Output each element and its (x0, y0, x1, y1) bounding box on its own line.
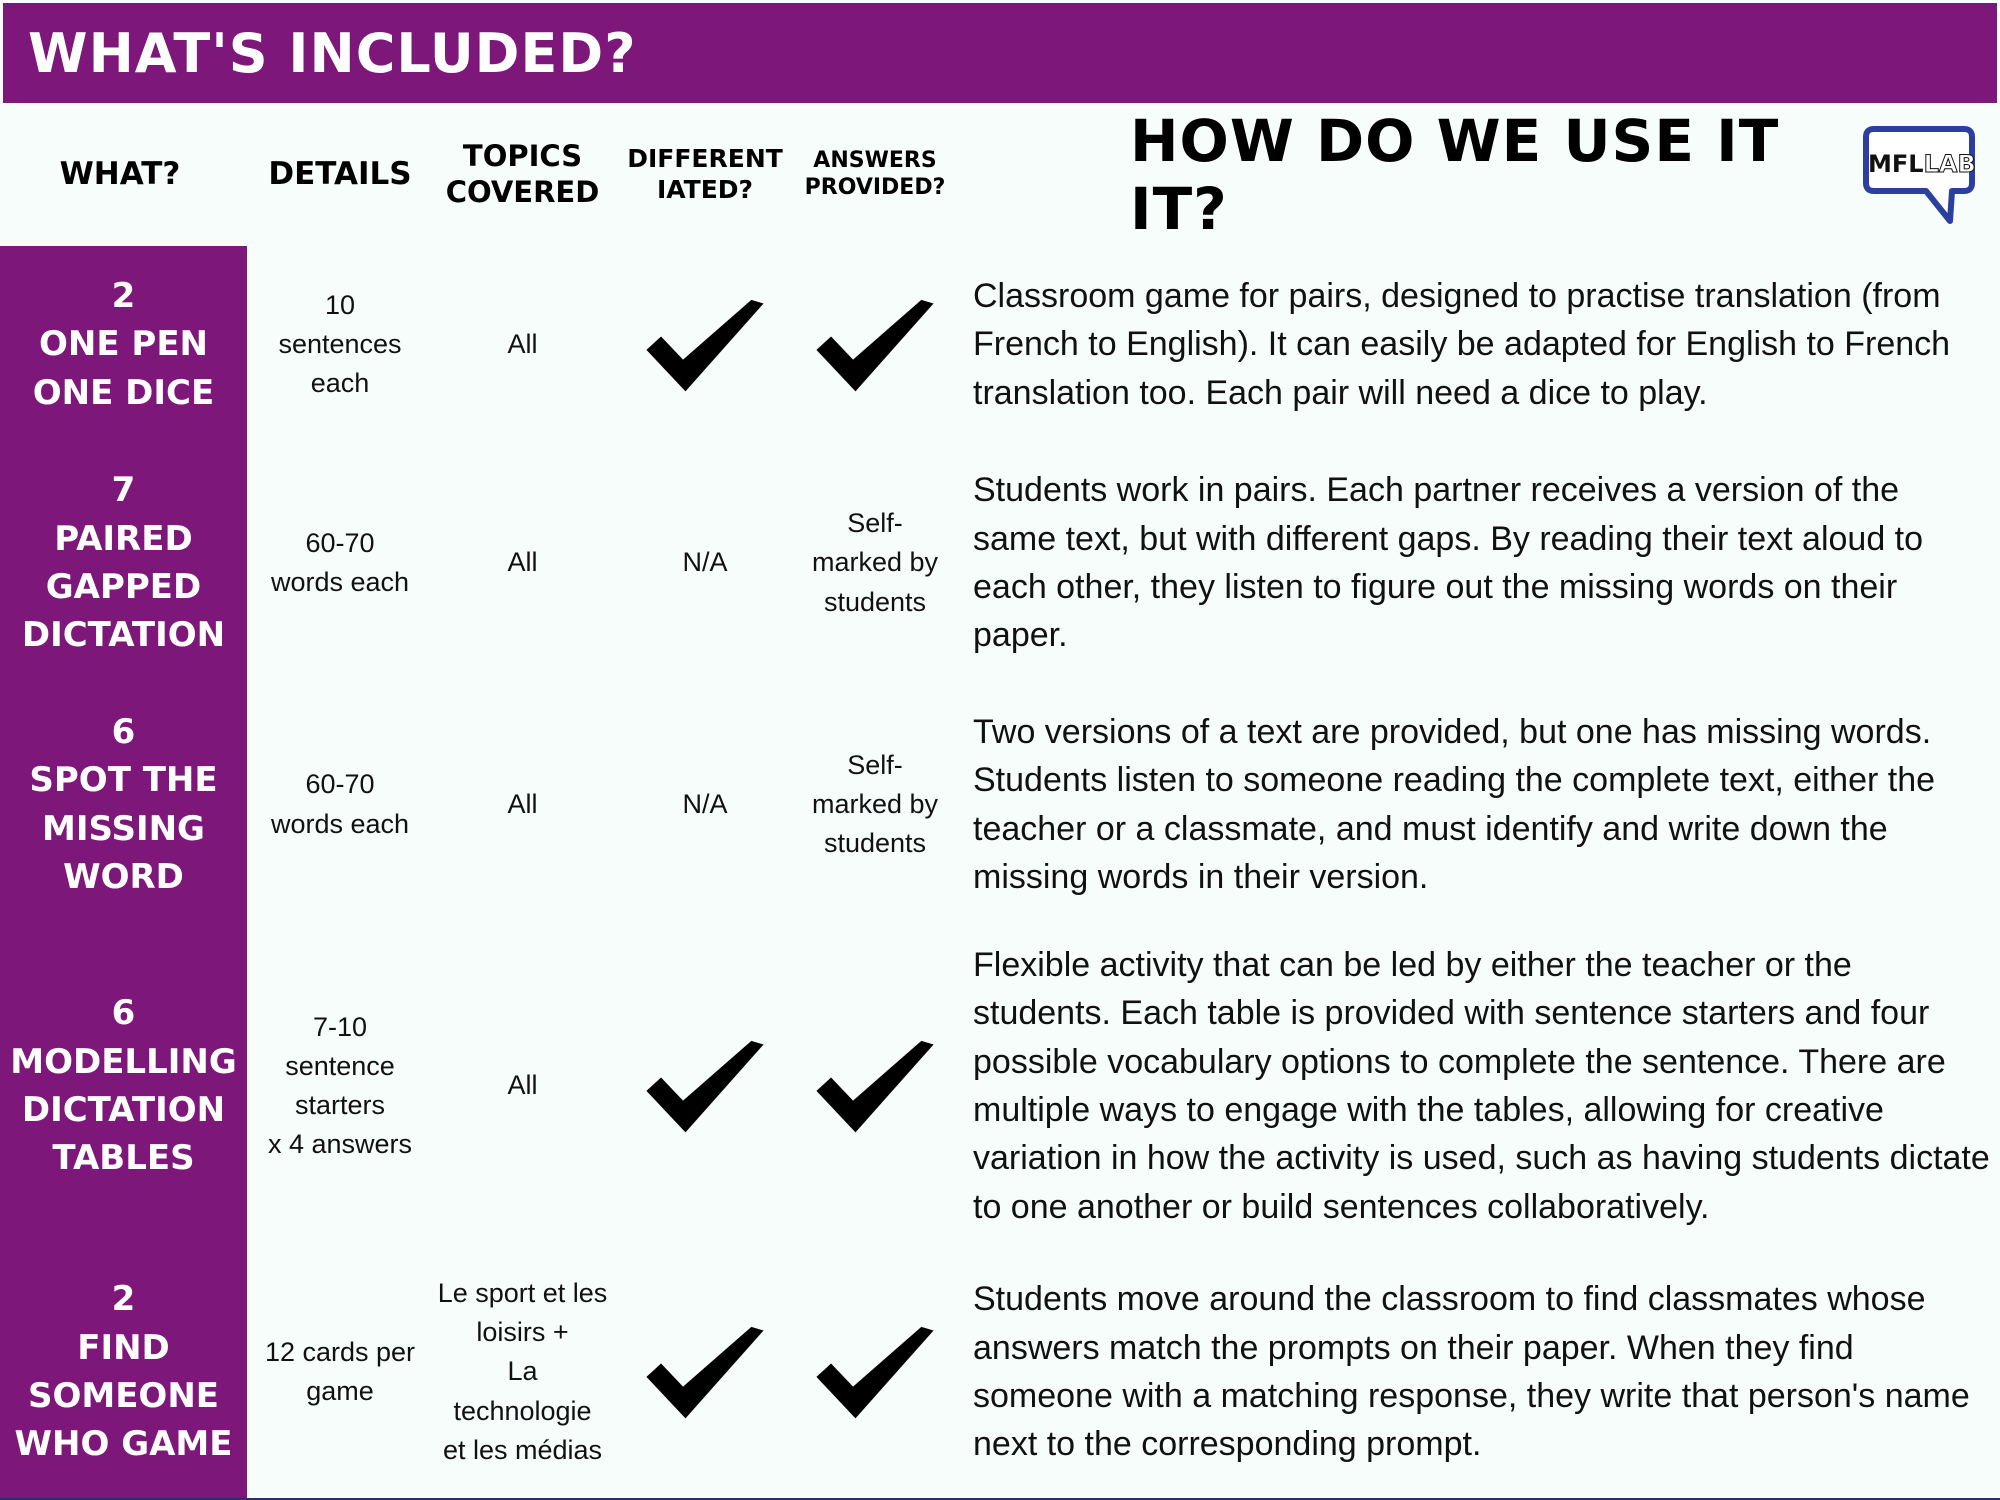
differentiated-cell: N/A (682, 547, 728, 578)
details-cell: 7-10 sentence starters x 4 answers (267, 1011, 413, 1160)
table-row (0, 246, 2000, 445)
differentiated-cell (615, 246, 795, 443)
differentiated-cell: N/A (682, 788, 728, 819)
title-banner (3, 3, 1997, 103)
column-header-details: DETAILS (268, 155, 412, 192)
topics-cell: All (507, 328, 538, 359)
how-do-we-use-heading: HOW DO WE USE IT IT? (1130, 106, 1780, 243)
row-label: 2 FIND SOMEONE WHO GAME (0, 1246, 247, 1498)
checkmark-icon (814, 1322, 936, 1422)
answers-cell (795, 1246, 955, 1498)
row-label: 6 MODELLING DICTATION TABLES (0, 926, 247, 1246)
description-cell: Students move around the classroom to find classmates whose answers match the prompts on their paper. When they find someone with a matching response, they write that person's name next to the corresponding prompt. (973, 1280, 1970, 1464)
checkmark-icon (644, 295, 766, 395)
topics-cell: All (507, 788, 538, 819)
differentiated-cell (615, 1246, 795, 1498)
table-row (0, 1246, 2000, 1500)
description-cell: Flexible activity that can be led by either the teacher or the students. Each table is provided with sentence starters and four possible vocabulary options to complete the sentence. There are multiple ways to engage with the tables, allowing for creative variation in how the activity is used, such as having students dictate to one another or build sentences collaboratively. (973, 946, 1990, 1226)
checkmark-icon (644, 1322, 766, 1422)
column-header-topics: TOPICS COVERED (445, 139, 600, 209)
logo-text-mfl: MFL (1868, 150, 1924, 178)
row-label: 6 SPOT THE MISSING WORD (0, 683, 247, 926)
row-label: 7 PAIRED GAPPED DICTATION (0, 443, 247, 683)
differentiated-cell (615, 926, 795, 1246)
description-cell: Two versions of a text are provided, but one has missing words. Students listen to someone reading the complete text, either the teacher or a classmate, and must identify and write down the missing words in their version. (973, 712, 1936, 896)
checkmark-icon (644, 1036, 766, 1136)
topics-cell: Le sport et les loisirs + La technologie et les médias (437, 1278, 608, 1465)
table-row (0, 683, 2000, 928)
logo-text-lab: LAB (1923, 150, 1976, 178)
answers-cell (795, 926, 955, 1246)
checkmark-icon (814, 295, 936, 395)
row-label: 2 ONE PEN ONE DICE (0, 246, 247, 443)
topics-cell: All (507, 547, 538, 578)
column-header-row (0, 103, 2000, 248)
page-title: WHAT'S INCLUDED? (28, 21, 637, 85)
details-cell: 60-70 words each (270, 769, 410, 839)
description-cell: Classroom game for pairs, designed to practise translation (from French to English). It can easily be adapted for English to French translation too. Each pair will need a dice to play. (973, 277, 1951, 412)
topics-cell: All (507, 1070, 538, 1101)
column-header-differentiated: DIFFERENT IATED? (627, 144, 783, 204)
column-header-what: WHAT? (59, 155, 181, 192)
description-cell: Students work in pairs. Each partner receives a version of the same text, but with different gaps. By reading their text aloud to each other, they listen to figure out the missing words on their paper. (973, 471, 1924, 655)
mfl-lab-logo (1860, 121, 1978, 233)
table-row (0, 926, 2000, 1248)
details-cell: 10 sentences each (278, 289, 402, 399)
answers-cell (795, 246, 955, 443)
details-cell: 12 cards per game (264, 1336, 416, 1406)
column-header-answers: ANSWERS PROVIDED? (804, 147, 946, 200)
answers-cell: Self- marked by students (811, 749, 939, 859)
svg-text:MFLLAB (1868, 150, 1976, 178)
checkmark-icon (814, 1036, 936, 1136)
table-row (0, 443, 2000, 685)
details-cell: 60-70 words each (270, 527, 410, 597)
answers-cell: Self- marked by students (811, 508, 939, 617)
